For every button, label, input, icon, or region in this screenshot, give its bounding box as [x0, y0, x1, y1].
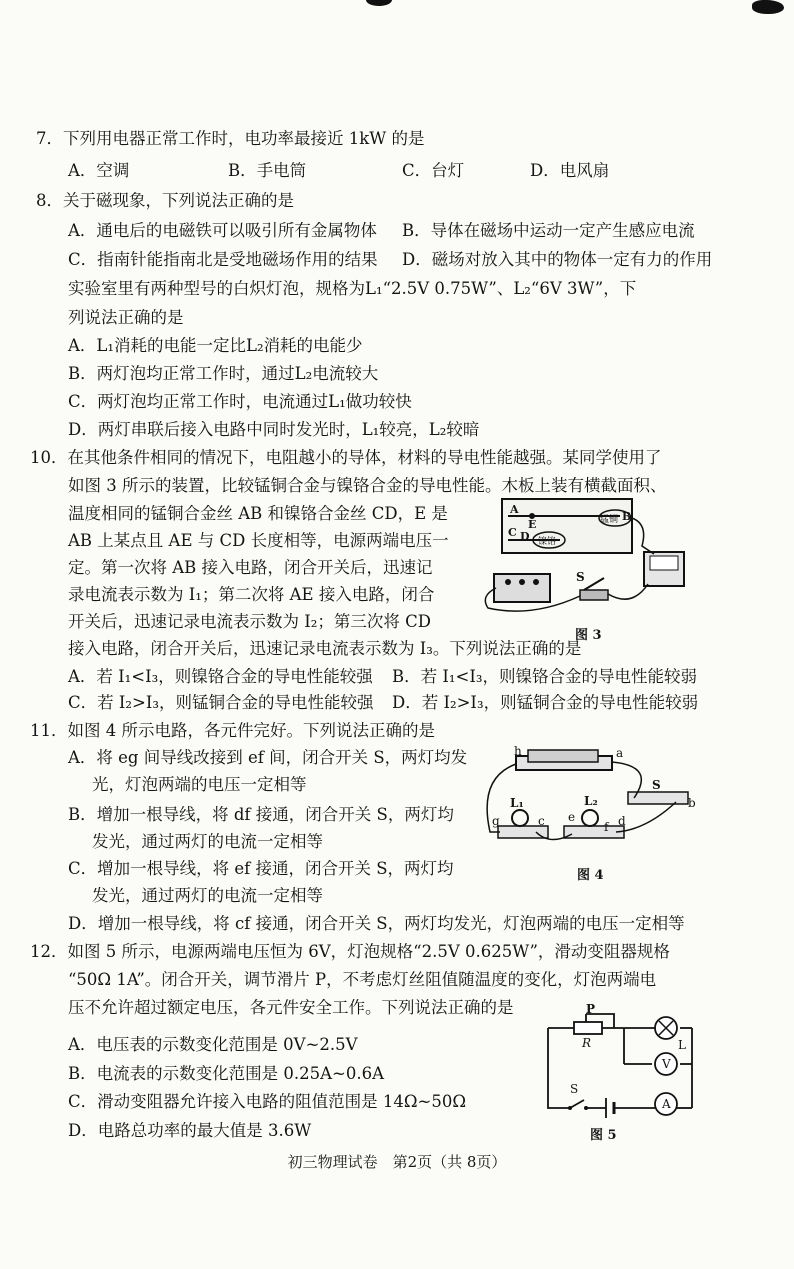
- fig5-label-a: A: [662, 1097, 671, 1111]
- fig5-label-s: S: [570, 1082, 579, 1096]
- q7-option-c: C．台灯: [402, 161, 465, 180]
- fig5-label-p: P: [586, 1002, 596, 1016]
- fig4-label-l1: L₁: [510, 796, 524, 810]
- q7-option-a: A．空调: [68, 161, 130, 180]
- q10-line2: 如图 3 所示的装置，比较锰铜合金与镍铬合金的导电性能。木板上装有横截面积、: [68, 476, 667, 495]
- fig4-label-h: h: [514, 744, 522, 758]
- fig3-label-wire1: 锰铜: [600, 515, 619, 525]
- fig3-label-e: E: [528, 518, 537, 531]
- q11-option-a-line2: 光，灯泡两端的电压一定相等: [92, 775, 307, 794]
- q11-option-d: D．增加一根导线，将 cf 接通，闭合开关 S，两灯均发光，灯泡两端的电压一定相等: [68, 914, 685, 933]
- q9-stem-line2: 列说法正确的是: [68, 308, 184, 327]
- fig4-label-f: f: [604, 820, 609, 834]
- q9-option-b: B．两灯泡均正常工作时，通过L₂电流较大: [68, 364, 379, 383]
- q8-option-b: B．导体在磁场中运动一定产生感应电流: [402, 221, 695, 240]
- fig3-label-a: A: [510, 503, 519, 516]
- q12-line2: “50Ω 1A”。闭合开关，调节滑片 P，不考虑灯丝阻值随温度的变化，灯泡两端电: [68, 970, 657, 989]
- q11-option-b-line1: B．增加一根导线，将 df 接通，闭合开关 S，两灯均: [68, 805, 454, 824]
- q10-line5: 定。第一次将 AB 接入电路，闭合开关后，迅速记: [68, 558, 433, 577]
- fig4-label-b: b: [688, 796, 696, 810]
- fig3-label-b: B: [622, 510, 632, 523]
- q8-option-d: D．磁场对放入其中的物体一定有力的作用: [402, 250, 713, 269]
- fig4-label-c: c: [538, 814, 545, 828]
- fig4-label-a: a: [616, 746, 624, 760]
- q10-line3: 温度相同的锰铜合金丝 AB 和镍铬合金丝 CD，E 是: [68, 504, 448, 523]
- fig4-label-s: S: [652, 778, 661, 792]
- fig5-label-l: L: [678, 1038, 686, 1052]
- figure-3-caption: 图 3: [575, 628, 602, 643]
- q7-option-b: B．手电筒: [228, 161, 307, 180]
- fig3-label-c: C: [508, 526, 517, 539]
- q8-option-a: A．通电后的电磁铁可以吸引所有金属物体: [68, 221, 377, 240]
- q12-line1: 12．如图 5 所示，电源两端电压恒为 6V，灯泡规格“2.5V 0.625W”，滑动变阻器规格: [30, 942, 670, 961]
- q10-option-b: B．若 I₁<I₃，则镍铬合金的导电性能较弱: [392, 667, 697, 686]
- fig4-label-l2: L₂: [584, 794, 598, 808]
- figure-4-caption: 图 4: [577, 868, 604, 883]
- q8-option-c: C．指南针能指南北是受地磁场作用的结果: [68, 250, 378, 269]
- q12-option-d: D．电路总功率的最大值是 3.6W: [68, 1121, 312, 1140]
- fig4-label-d: d: [618, 814, 626, 828]
- fig3-label-s: S: [576, 570, 585, 584]
- q9-option-d: D．两灯串联后接入电路中同时发光时，L₁较亮，L₂较暗: [68, 420, 480, 439]
- q11-option-c-line2: 发光，通过两灯的电流一定相等: [92, 886, 323, 905]
- q11-option-c-line1: C．增加一根导线，将 ef 接通，闭合开关 S，两灯均: [68, 859, 454, 878]
- fig3-label-d: D: [520, 530, 530, 543]
- q12-option-b: B．电流表的示数变化范围是 0.25A~0.6A: [68, 1064, 385, 1083]
- q11-option-a-line1: A．将 eg 间导线改接到 ef 间，闭合开关 S，两灯均发: [68, 748, 468, 767]
- q12-option-c: C．滑动变阻器允许接入电路的阻值范围是 14Ω~50Ω: [68, 1092, 467, 1111]
- q10-line1: 10．在其他条件相同的情况下，电阻越小的导体，材料的导电性能越强。某同学使用了: [30, 448, 662, 467]
- q10-line6: 录电流表示数为 I₁；第二次将 AE 接入电路，闭合: [68, 585, 435, 604]
- q12-line3: 压不允许超过额定电压，各元件安全工作。下列说法正确的是: [68, 998, 514, 1017]
- q11-stem: 11．如图 4 所示电路，各元件完好。下列说法正确的是: [30, 721, 435, 740]
- q7-stem: 7．下列用电器正常工作时，电功率最接近 1kW 的是: [36, 129, 425, 148]
- ink-blot-corner: [752, 0, 784, 14]
- q9-option-c: C．两灯泡均正常工作时，电流通过L₁做功较快: [68, 392, 412, 411]
- fig4-label-g: g: [492, 814, 500, 828]
- page-footer: 初三物理试卷 第2页（共 8页）: [287, 1153, 507, 1171]
- q10-option-c: C．若 I₂>I₃，则锰铜合金的导电性能较强: [68, 693, 374, 712]
- fig5-label-v: V: [662, 1057, 671, 1071]
- q7-option-d: D．电风扇: [530, 161, 610, 180]
- q11-option-b-line2: 发光，通过两灯的电流一定相等: [92, 832, 323, 851]
- q9-option-a: A．L₁消耗的电能一定比L₂消耗的电能少: [68, 336, 363, 355]
- fig4-label-e: e: [568, 810, 576, 824]
- q10-line7: 开关后，迅速记录电流表示数为 I₂；第三次将 CD: [68, 612, 431, 631]
- q10-option-d: D．若 I₂>I₃，则锰铜合金的导电性能较弱: [392, 693, 699, 712]
- q9-stem-line1: 实验室里有两种型号的白炽灯泡，规格为L₁“2.5V 0.75W”、L₂“6V 3W”，下: [68, 279, 637, 298]
- ink-blot-top: [366, 0, 392, 6]
- fig5-label-r: R: [582, 1036, 592, 1050]
- figure-5-caption: 图 5: [590, 1128, 617, 1143]
- q8-stem: 8．关于磁现象，下列说法正确的是: [36, 191, 294, 210]
- figure-3-apparatus: [472, 496, 694, 618]
- q12-option-a: A．电压表的示数变化范围是 0V~2.5V: [68, 1035, 358, 1054]
- figure-4-circuit: [476, 740, 704, 852]
- q10-line4: AB 上某点且 AE 与 CD 长度相等，电源两端电压一: [68, 531, 449, 550]
- q10-option-a: A．若 I₁<I₃，则镍铬合金的导电性能较强: [68, 667, 373, 686]
- fig3-label-wire2: 镍铬: [538, 537, 557, 547]
- q10-line8: 接入电路，闭合开关后，迅速记录电流表示数为 I₃。下列说法正确的是: [68, 639, 582, 658]
- figure-5-circuit: [540, 1002, 700, 1122]
